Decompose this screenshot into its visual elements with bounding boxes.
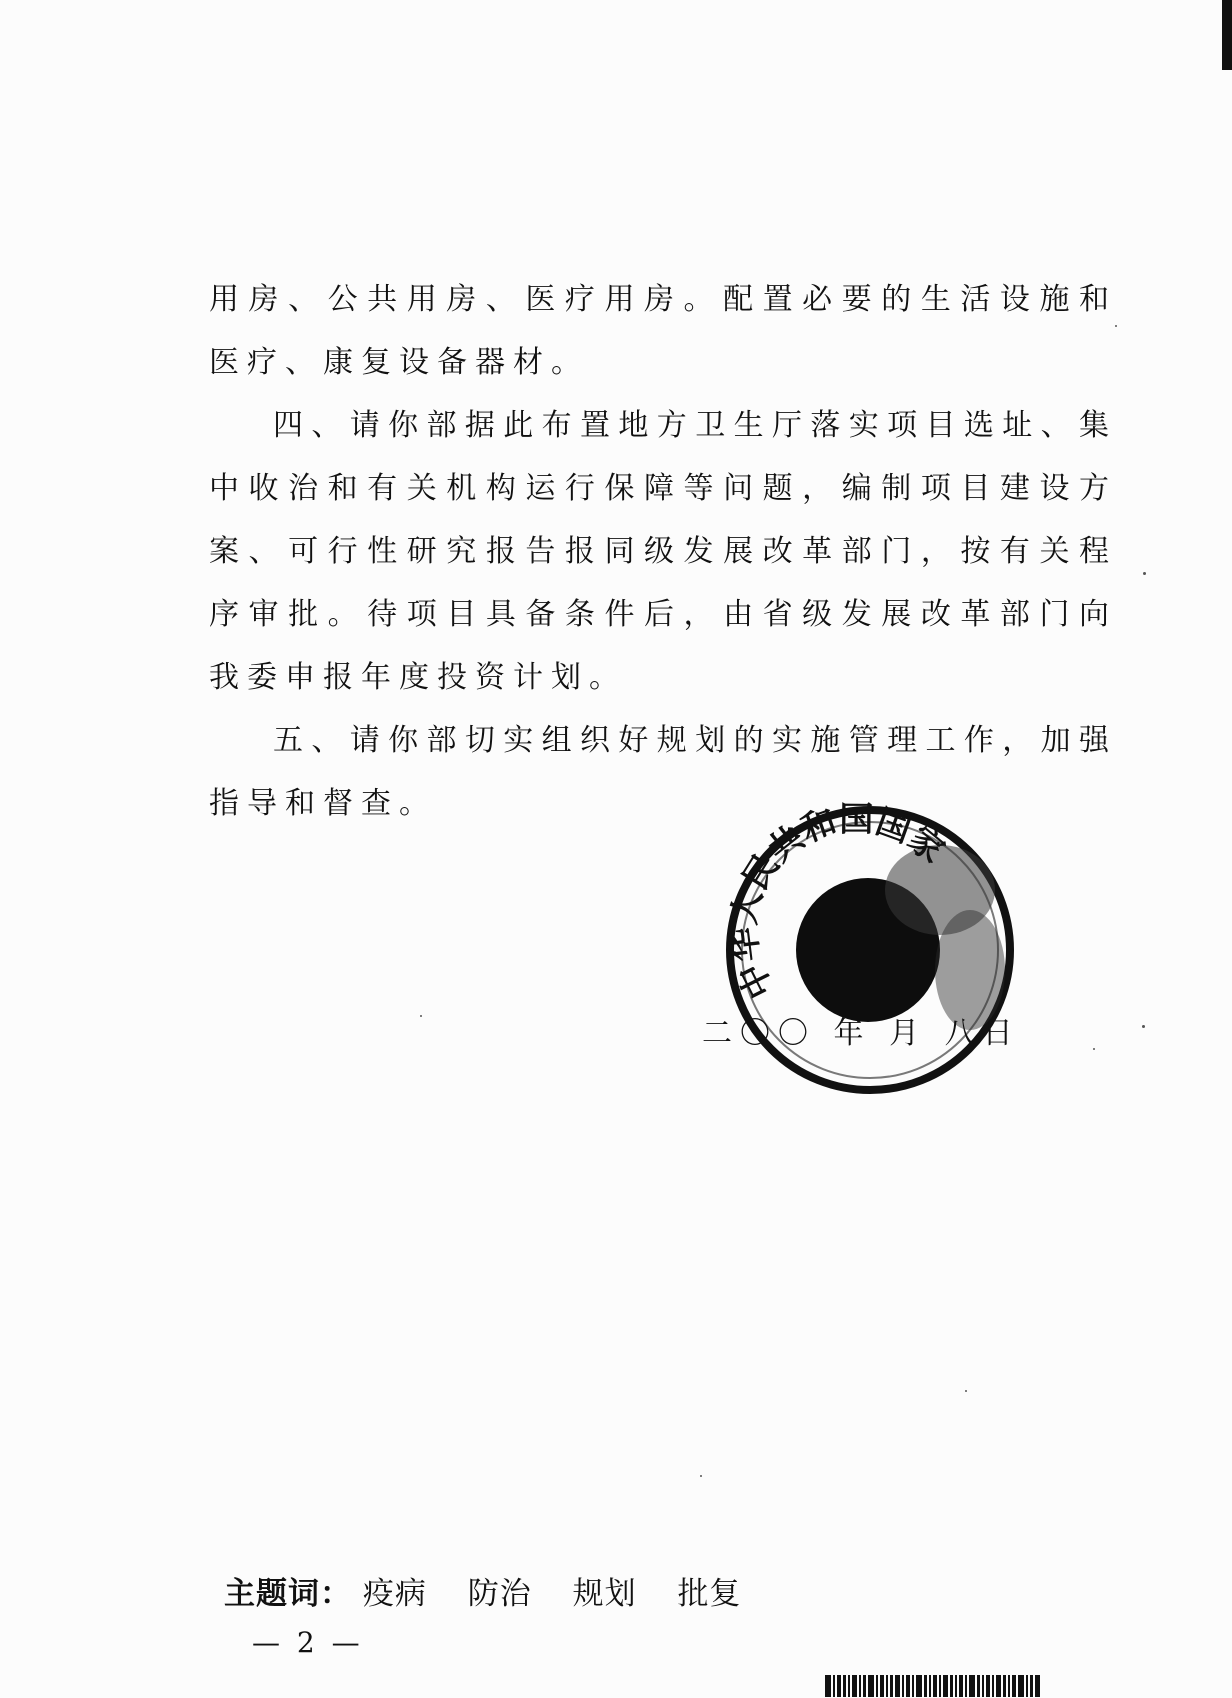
keywords-label: 主题词： (224, 1576, 352, 1612)
subject-keywords (224, 1568, 771, 1613)
keyword: 批复 (677, 1576, 742, 1612)
keyword: 规划 (572, 1576, 637, 1612)
issue-date: 二〇〇 年 月 八日 (702, 1016, 1021, 1051)
keyword: 疫病 (362, 1576, 427, 1612)
barcode (825, 1675, 1110, 1697)
paragraph-continuation: 用房、公共用房、医疗用房。配置必要的生活设施和医疗、康复设备器材。 (209, 282, 1117, 380)
seal-text: 中华人民共和国国家 (723, 800, 952, 1005)
official-seal (720, 800, 1020, 1100)
scan-speck (1093, 1048, 1095, 1050)
document-body (209, 268, 1117, 835)
scan-speck (700, 1475, 702, 1477)
paragraph-item-five: 五、请你部切实组织好规划的实施管理工作，加强指导和督查。 (209, 723, 1117, 821)
scan-speck (420, 1015, 422, 1017)
page-number: — 2 — (252, 1626, 364, 1659)
scan-speck (1115, 325, 1117, 327)
scan-speck (965, 1390, 967, 1392)
keyword: 防治 (467, 1576, 532, 1612)
scan-edge-mark (1222, 0, 1232, 70)
paragraph-item-four: 四、请你部据此布置地方卫生厅落实项目选址、集中收治和有关机构运行保障等问题，编制项目建设方案、可行性研究报告报同级发展改革部门，按有关程序审批。待项目具备条件后，由省级发展改革部门向我委申报年度投资计划。 (209, 408, 1117, 695)
scan-speck (1143, 572, 1146, 575)
scan-speck (1142, 1025, 1145, 1028)
